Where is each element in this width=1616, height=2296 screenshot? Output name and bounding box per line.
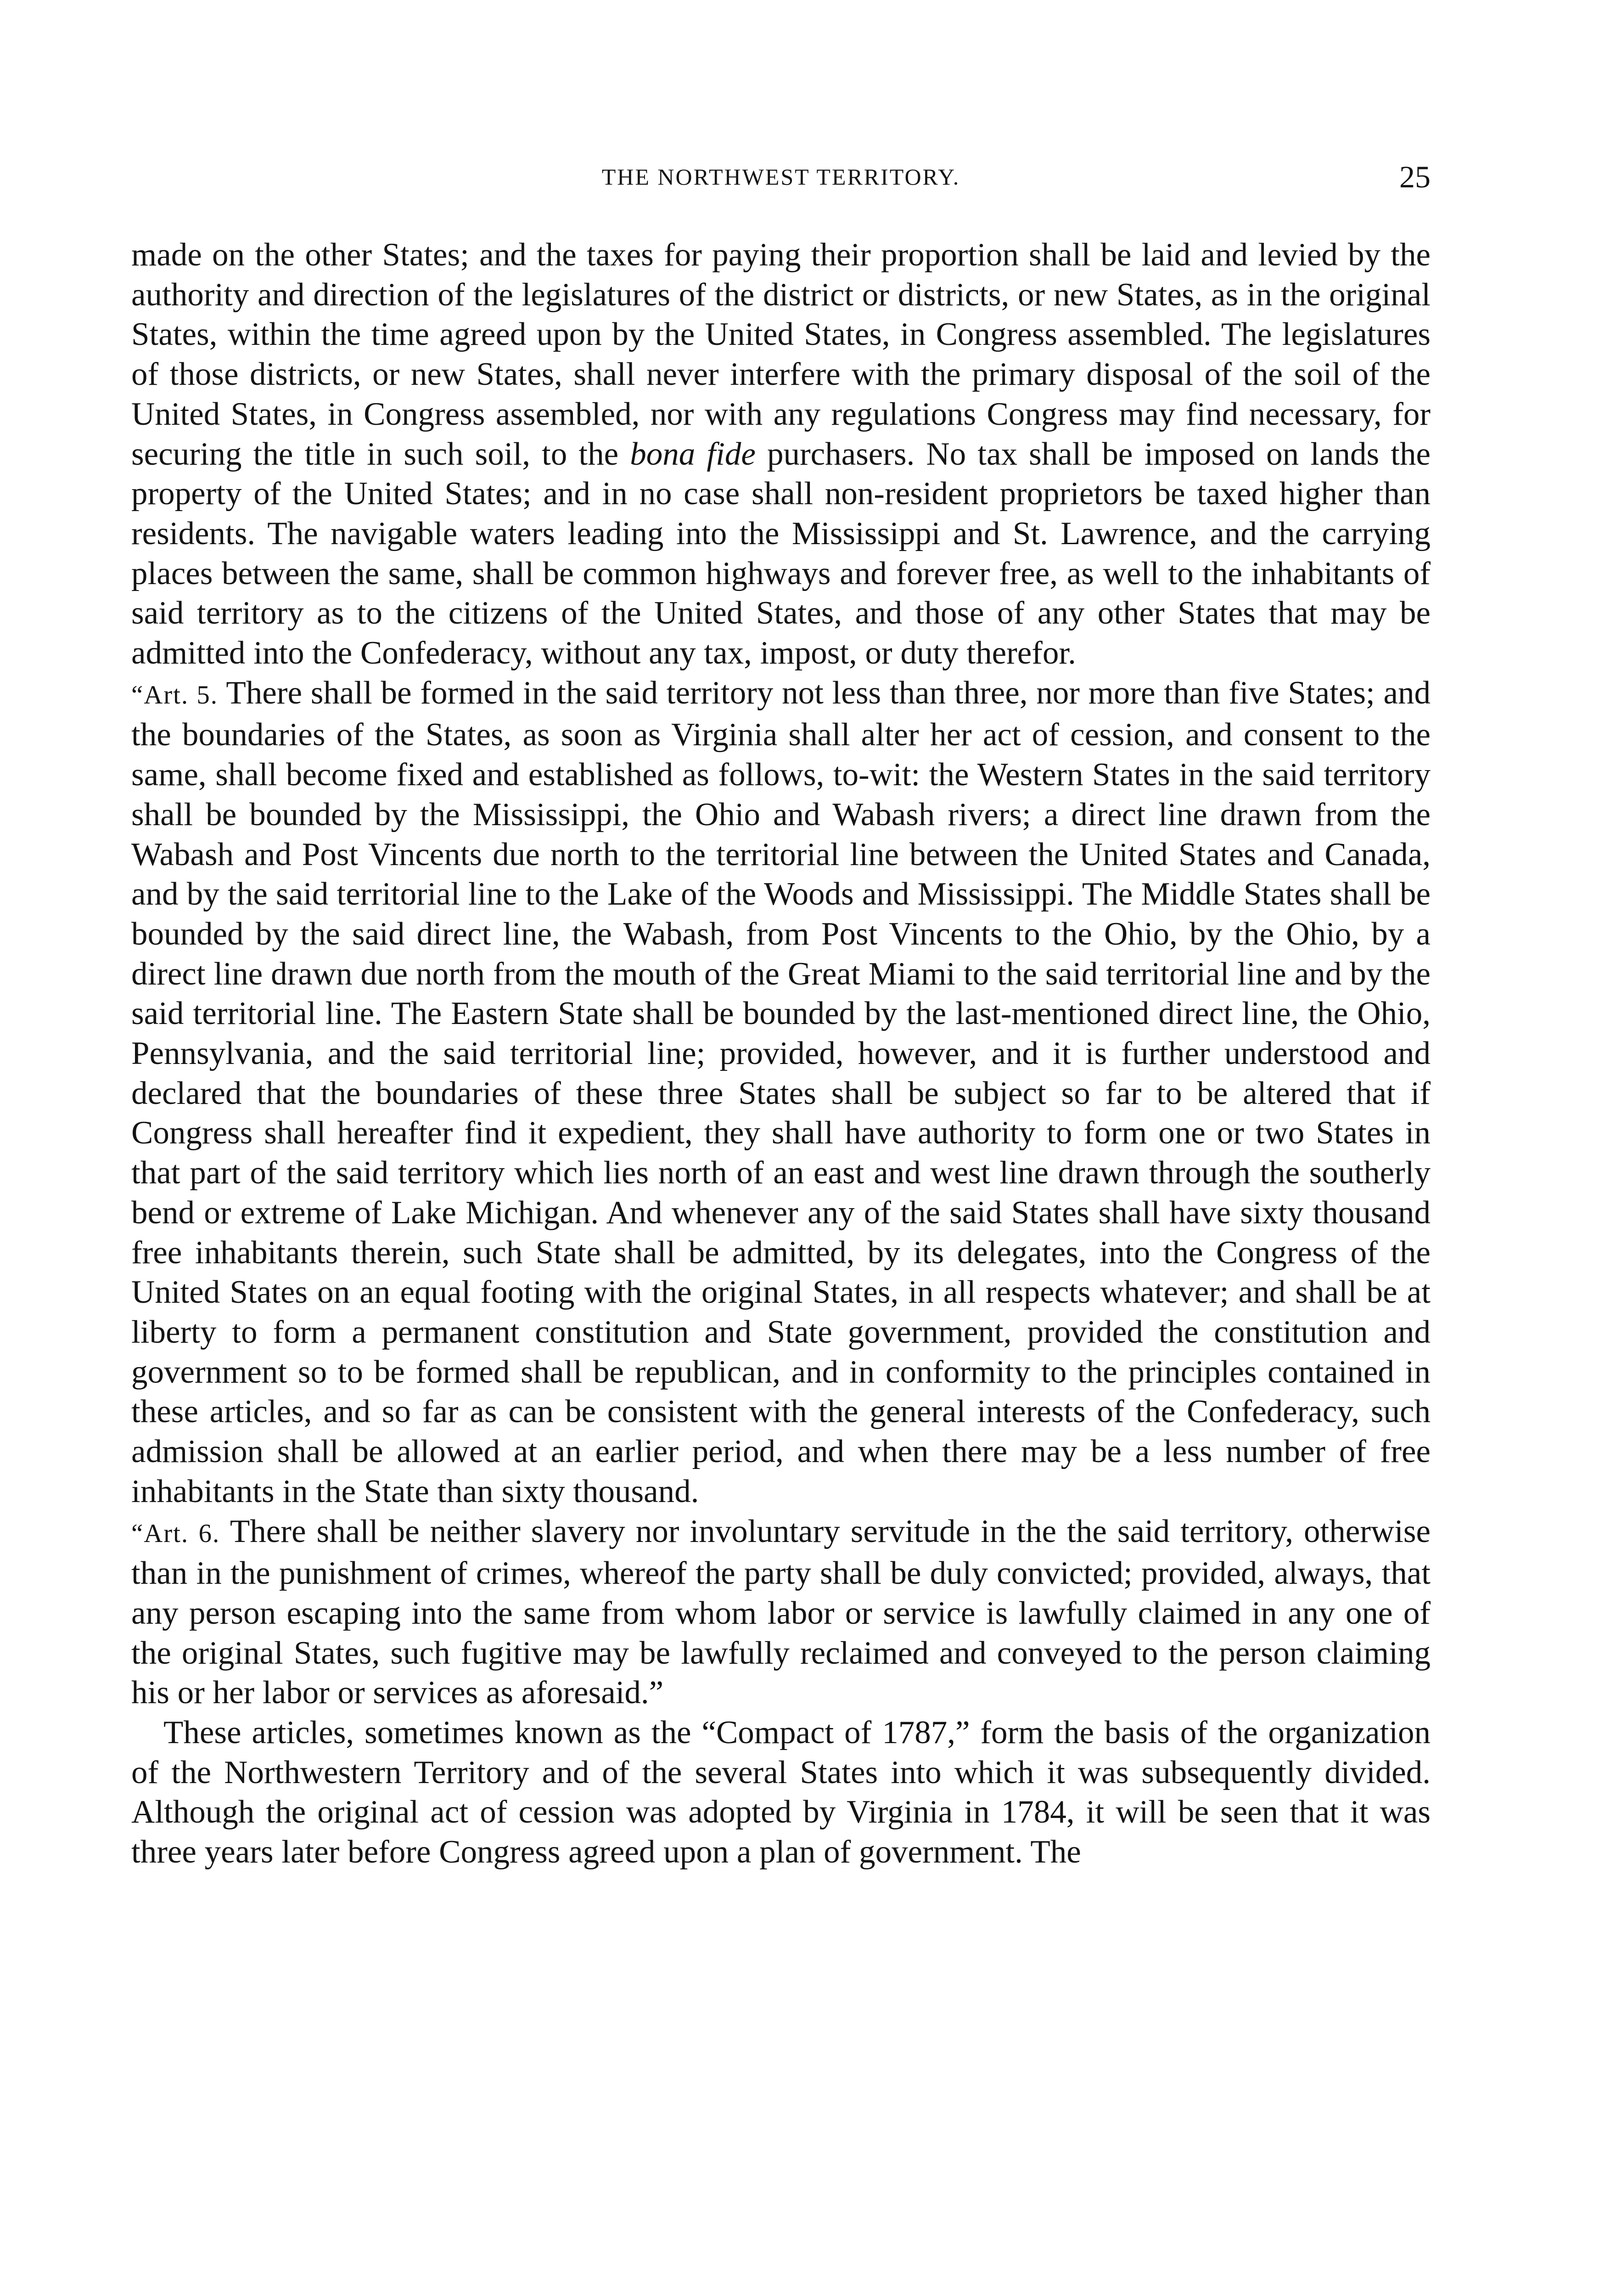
text-block (131, 235, 1431, 1872)
article-5-text: There shall be formed in the said territory not less than three, nor more than five States; and the boundaries of the States, as soon as Virginia shall alter her act of cession, and consent to the same, shall become fixed and established as follows, to-wit: the Western States in the said territory shall be bounded by the Mississippi, the Ohio and Wabash rivers; a direct line drawn from the Wabash and Post Vincents due north to the territorial line between the United States and Canada, and by the said territorial line to the Lake of the Woods and Mississippi. The Middle States shall be bounded by the said direct line, the Wabash, from Post Vincents to the Ohio, by the Ohio, by a direct line drawn due north from the mouth of the Great Miami to the said territorial line and by the said territorial line. The Eastern State shall be bounded by the last-mentioned direct line, the Ohio, Pennsylvania, and the said territorial line; provided, however, and it is further understood and declared that the boundaries of these three States shall be subject so far to be altered that if Congress shall hereafter find it expedient, they shall have authority to form one or two States in that part of the said territory which lies north of an east and west line drawn through the southerly bend or extreme of Lake Michigan. And whenever any of the said States shall have sixty thousand free inhabitants therein, such State shall be admitted, by its delegates, into the Congress of the United States on an equal footing with the original States, in all respects whatever; and shall be at liberty to form a permanent constitution and State government, provided the constitution and government so to be formed shall be republican, and in conformity to the principles contained in these articles, and so far as can be consistent with the general interests of the Confederacy, such admission shall be allowed at an earlier period, and when there may be a less number of free inhabitants in the State than sixty thousand. (131, 675, 1431, 1509)
paragraph-text: purchasers. No tax shall be imposed on lands the property of the United States; and in no case shall non-resident proprietors be taxed higher than residents. The navigable waters leading into the Mississippi and St. Lawrence, and the carrying places between the same, shall be common highways and forever free, as well to the inhabitants of said territory as to the citizens of the United States, and those of any other States that may be admitted into the Confederacy, without any tax, impost, or duty therefor. (131, 436, 1431, 671)
article-5-paragraph (131, 673, 1431, 1512)
italic-phrase: bona fide (630, 436, 756, 472)
page-number: 25 (1399, 159, 1431, 194)
running-title: THE NORTHWEST TERRITORY. (601, 164, 960, 190)
article-6-paragraph (131, 1512, 1431, 1713)
article-6-label: “Art. 6. (131, 1519, 220, 1548)
running-head (131, 156, 1431, 197)
article-5-label: “Art. 5. (131, 680, 218, 709)
paragraph-text: made on the other States; and the taxes for paying their proportion shall be laid and levied by the authority and direction of the legislatures of the district or districts, or new States, as in the original States, within the time agreed upon by the United States, in Congress assembled. The legislatures of those districts, or new States, shall never interfere with the primary disposal of the soil of the United States, in Congress assembled, nor with any regulations Congress may find necessary, for securing the title in such soil, to the (131, 237, 1431, 472)
closing-paragraph: These articles, sometimes known as the “Compact of 1787,” form the basis of the organization of the Northwestern Territory and of the several States into which it was subsequently divided. Although the original act of cession was adopted by Virginia in 1784, it will be seen that it was three years later before Congress agreed upon a plan of government. The (131, 1715, 1431, 1870)
paragraph-continuation (131, 235, 1431, 673)
article-6-text: There shall be neither slavery nor involuntary servitude in the the said territory, otherwise than in the punishment of crimes, whereof the party shall be duly convicted; provided, always, that any person escaping into the same from whom labor or service is lawfully claimed in any one of the original States, such fugitive may be lawfully reclaimed and conveyed to the person claiming his or her labor or services as aforesaid.” (131, 1513, 1431, 1711)
